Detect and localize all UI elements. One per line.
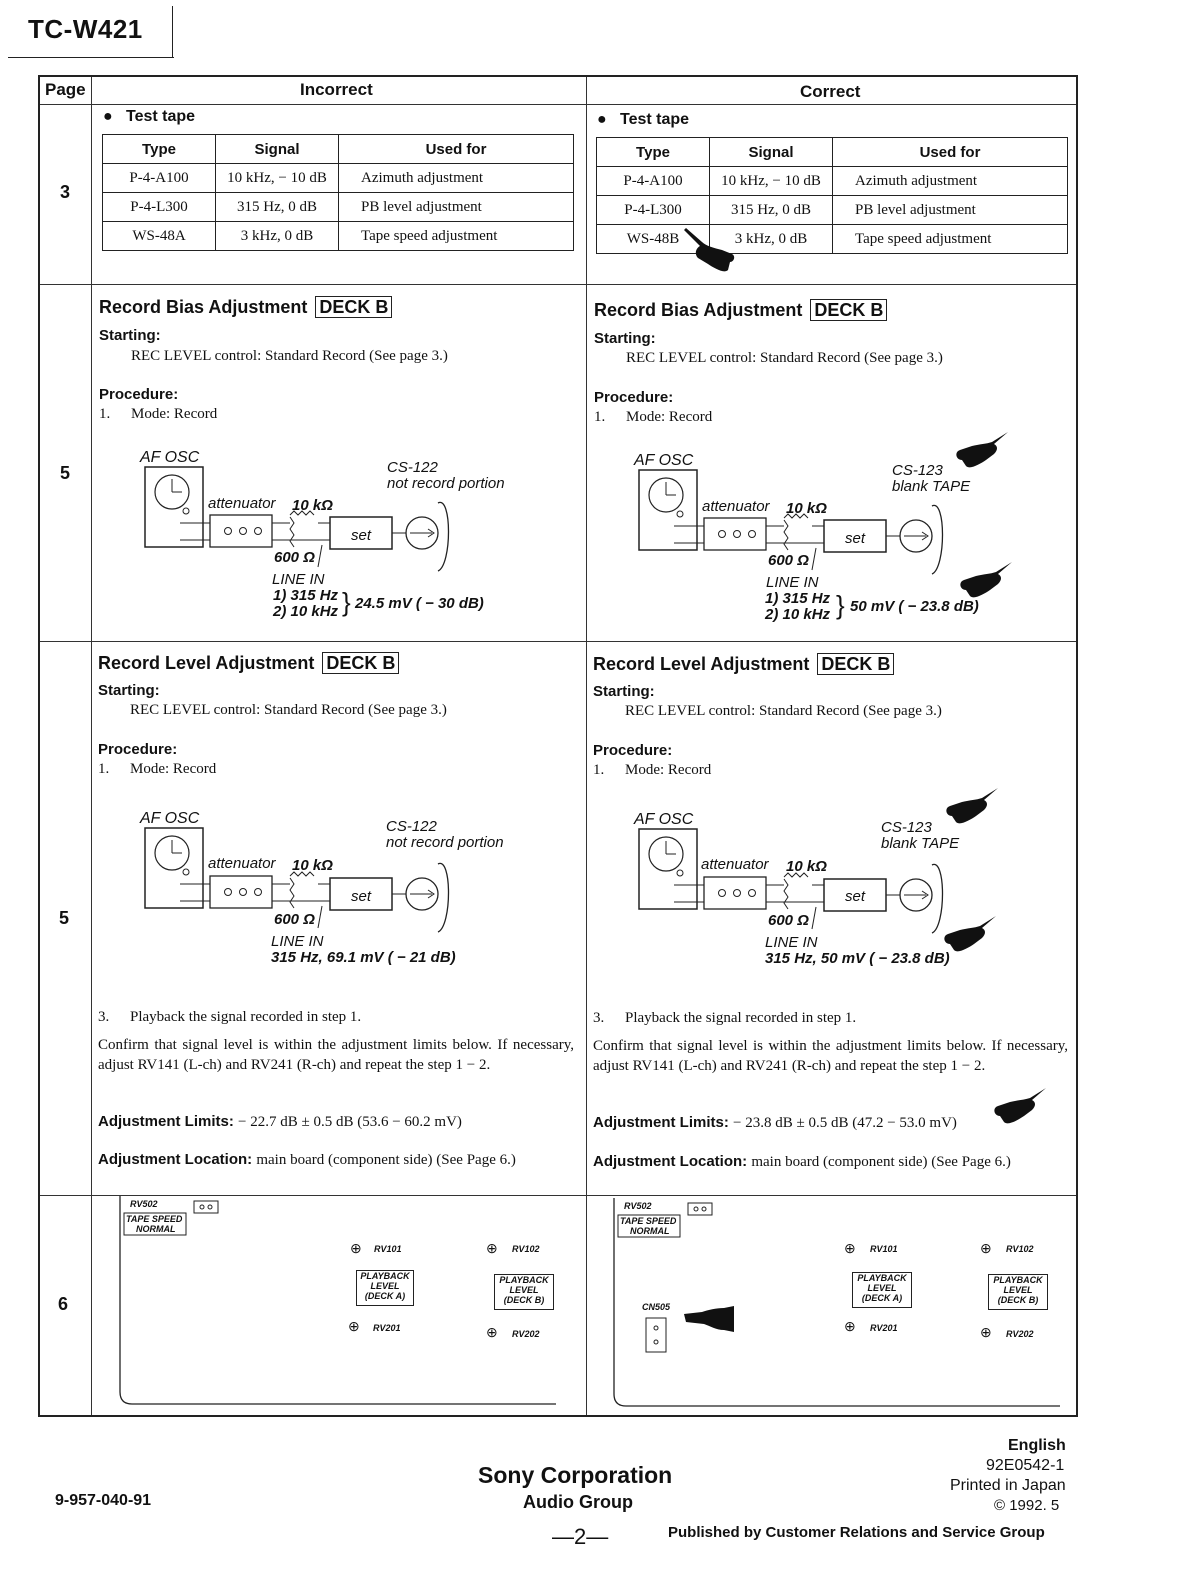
step-number: 1. xyxy=(593,762,605,778)
attenuator-label: attenuator xyxy=(701,856,769,873)
step-text: Playback the signal recorded in step 1. xyxy=(625,1010,857,1026)
tape-label: not record portion xyxy=(386,834,504,851)
board-layout-incorrect xyxy=(118,1196,558,1408)
cell: 10 kHz, − 10 dB xyxy=(710,167,833,196)
column-divider xyxy=(586,77,587,1415)
trimmer-icon: ⊕ xyxy=(844,1318,856,1334)
procedure-label: Procedure: xyxy=(99,386,179,403)
set-label: set xyxy=(351,888,372,905)
tape-label: CS-123 xyxy=(892,462,943,479)
pb-label: PLAYBACK xyxy=(360,1271,410,1281)
resistor-label: 600 Ω xyxy=(768,552,809,569)
signal-level: 315 Hz, 50 mV ( − 23.8 dB) xyxy=(765,950,950,967)
step-number: 3. xyxy=(593,1010,605,1026)
row-divider xyxy=(40,641,1076,642)
column-divider xyxy=(91,77,92,1415)
freq-label: 2) 10 kHz xyxy=(765,606,831,623)
playback-level-b-box xyxy=(494,1274,554,1310)
starting-text: REC LEVEL control: Standard Record (See page 3.) xyxy=(131,348,448,364)
table-row xyxy=(597,167,1068,196)
adjustment-limits: Adjustment Limits: − 23.8 dB ± 0.5 dB (47.2 − 53.0 mV) xyxy=(593,1114,957,1131)
cell: PB level adjustment xyxy=(339,193,574,222)
af-osc-label: AF OSC xyxy=(634,811,694,828)
rv201-label: RV201 xyxy=(373,1323,401,1333)
pb-label: LEVEL xyxy=(1003,1285,1033,1295)
procedure-label: Procedure: xyxy=(593,742,673,759)
pb-label: LEVEL xyxy=(867,1283,897,1293)
rv502-label: RV502 xyxy=(624,1201,652,1211)
page-number: 3 xyxy=(60,182,71,202)
pb-label: LEVEL xyxy=(509,1285,539,1295)
rv202-label: RV202 xyxy=(512,1329,540,1339)
pb-label: (DECK A) xyxy=(364,1291,406,1301)
attenuator-label: attenuator xyxy=(208,855,276,872)
pb-label: (DECK B) xyxy=(997,1295,1039,1305)
tape-label: CS-123 xyxy=(881,819,932,836)
page-footer-number: —2— xyxy=(552,1524,609,1549)
board-outline xyxy=(118,1196,558,1408)
pointing-hand-icon xyxy=(990,1086,1048,1126)
rv202-label: RV202 xyxy=(1006,1329,1034,1339)
tape-label: CS-122 xyxy=(386,818,437,835)
signal-level: 50 mV ( − 23.8 dB) xyxy=(850,598,979,615)
pb-label: LEVEL xyxy=(370,1281,400,1291)
rv101-label: RV101 xyxy=(870,1244,898,1254)
level-title-correct: Record Level Adjustment DECK B xyxy=(593,654,894,675)
tape-label: blank TAPE xyxy=(881,835,960,852)
pb-label: PLAYBACK xyxy=(499,1275,549,1285)
starting-label: Starting: xyxy=(99,327,161,344)
pb-label: PLAYBACK xyxy=(993,1275,1043,1285)
test-tape-title-correct: ● Test tape xyxy=(597,111,690,128)
tape-speed-label: TAPE SPEED xyxy=(620,1216,677,1226)
trimmer-icon: ⊕ xyxy=(486,1324,498,1340)
set-label: set xyxy=(845,530,866,547)
starting-text: REC LEVEL control: Standard Record (See page 3.) xyxy=(625,703,942,719)
table-row xyxy=(597,196,1068,225)
resistor-label: 10 kΩ xyxy=(292,497,333,514)
pointing-hand-icon xyxy=(684,224,738,274)
step-number: 1. xyxy=(98,761,110,777)
rv102-label: RV102 xyxy=(512,1244,540,1254)
language: English xyxy=(1008,1437,1066,1454)
cell: Tape speed adjustment xyxy=(339,222,574,251)
adjustment-location: Adjustment Location: main board (component side) (See Page 6.) xyxy=(593,1153,1011,1170)
brace: } xyxy=(836,590,845,620)
row-divider xyxy=(40,284,1076,285)
model-title: TC-W421 xyxy=(28,14,143,44)
level-diagram-correct xyxy=(634,807,1074,977)
step-number: 1. xyxy=(594,409,606,425)
table-row xyxy=(597,225,1068,254)
pb-label: (DECK A) xyxy=(861,1293,903,1303)
starting-label: Starting: xyxy=(593,683,655,700)
attenuator-label: attenuator xyxy=(208,495,276,512)
publisher: Published by Customer Relations and Service Group xyxy=(668,1524,1045,1541)
resistor-label: 10 kΩ xyxy=(786,858,827,875)
trimmer-icon: ⊕ xyxy=(348,1318,360,1334)
rv201-label: RV201 xyxy=(870,1323,898,1333)
level-title-incorrect: Record Level Adjustment DECK B xyxy=(98,653,399,674)
printed-in: Printed in Japan xyxy=(950,1477,1066,1494)
pointing-hand-icon xyxy=(940,914,998,954)
af-osc-label: AF OSC xyxy=(140,449,200,466)
cell: Azimuth adjustment xyxy=(339,164,574,193)
page-number: 5 xyxy=(59,908,70,928)
bias-diagram-correct xyxy=(634,448,1074,628)
test-tape-table-incorrect xyxy=(102,134,574,251)
col-header: Signal xyxy=(710,138,833,167)
af-osc-label: AF OSC xyxy=(140,810,200,827)
starting-label: Starting: xyxy=(594,330,656,347)
pointing-hand-icon xyxy=(952,430,1010,470)
cell: P-4-L300 xyxy=(103,193,216,222)
doc-code: 92E0542-1 xyxy=(986,1457,1065,1474)
rv502-label: RV502 xyxy=(130,1199,158,1209)
cell: 10 kHz, − 10 dB xyxy=(216,164,339,193)
col-header: Signal xyxy=(216,135,339,164)
playback-level-b-box xyxy=(988,1274,1048,1310)
col-header: Type xyxy=(103,135,216,164)
confirm-text: Confirm that signal level is within the adjustment limits below. If necessary, adjust RV141 (L-ch) and RV241 (R-ch) and repeat the step 1 − 2. xyxy=(593,1038,1068,1074)
group-name: Audio Group xyxy=(523,1492,633,1512)
signal-level: 24.5 mV ( − 30 dB) xyxy=(355,595,484,612)
step-text: Mode: Record xyxy=(130,761,217,777)
step-text: Mode: Record xyxy=(131,406,218,422)
adjustment-location: Adjustment Location: main board (component side) (See Page 6.) xyxy=(98,1151,516,1168)
pb-label: (DECK B) xyxy=(503,1295,545,1305)
rv101-label: RV101 xyxy=(374,1244,402,1254)
bias-diagram-incorrect xyxy=(140,445,580,625)
freq-label: 1) 315 Hz xyxy=(273,587,339,604)
cell: 315 Hz, 0 dB xyxy=(710,196,833,225)
rv102-label: RV102 xyxy=(1006,1244,1034,1254)
company-name: Sony Corporation xyxy=(478,1462,673,1488)
trimmer-icon: ⊕ xyxy=(980,1240,992,1256)
col-header: Used for xyxy=(339,135,574,164)
line-in-label: LINE IN xyxy=(271,933,324,950)
step-number: 1. xyxy=(99,406,111,422)
cell: P-4-A100 xyxy=(103,164,216,193)
set-label: set xyxy=(351,527,372,544)
tape-label: CS-122 xyxy=(387,459,438,476)
title-rule xyxy=(172,6,173,58)
title-rule xyxy=(8,57,174,58)
trimmer-icon: ⊕ xyxy=(350,1240,362,1256)
pointing-hand-icon xyxy=(942,786,1000,826)
playback-level-a-box xyxy=(356,1270,414,1306)
cell: Azimuth adjustment xyxy=(833,167,1068,196)
step-text: Mode: Record xyxy=(626,409,713,425)
procedure-label: Procedure: xyxy=(98,741,178,758)
cell: PB level adjustment xyxy=(833,196,1068,225)
set-label: set xyxy=(845,888,866,905)
line-in-label: LINE IN xyxy=(766,574,819,591)
freq-label: 2) 10 kHz xyxy=(273,603,339,620)
table-row xyxy=(103,164,574,193)
tape-speed-label: NORMAL xyxy=(630,1226,670,1236)
col-header: Used for xyxy=(833,138,1068,167)
bias-title-incorrect: Record Bias Adjustment DECK B xyxy=(99,297,392,318)
header-incorrect: Incorrect xyxy=(300,80,373,99)
trimmer-icon: ⊕ xyxy=(486,1240,498,1256)
board-layout-correct xyxy=(612,1198,1062,1410)
step-text: Mode: Record xyxy=(625,762,712,778)
brace: } xyxy=(342,587,351,617)
test-tape-title-incorrect: ● Test tape xyxy=(103,108,196,125)
trimmer-icon: ⊕ xyxy=(844,1240,856,1256)
resistor-label: 600 Ω xyxy=(274,549,315,566)
level-diagram-incorrect xyxy=(140,806,580,976)
cell: P-4-L300 xyxy=(597,196,710,225)
line-in-label: LINE IN xyxy=(272,571,325,588)
adjustment-limits: Adjustment Limits: − 22.7 dB ± 0.5 dB (53.6 − 60.2 mV) xyxy=(98,1113,462,1130)
header-correct: Correct xyxy=(800,82,861,101)
starting-text: REC LEVEL control: Standard Record (See page 3.) xyxy=(626,350,943,366)
cell: WS-48B xyxy=(597,225,710,254)
header-page: Page xyxy=(45,80,86,99)
resistor-label: 10 kΩ xyxy=(292,857,333,874)
step-number: 3. xyxy=(98,1009,110,1025)
cell: P-4-A100 xyxy=(597,167,710,196)
tape-label: blank TAPE xyxy=(892,478,971,495)
trimmer-icon: ⊕ xyxy=(980,1324,992,1340)
attenuator-label: attenuator xyxy=(702,498,770,515)
confirm-text: Confirm that signal level is within the adjustment limits below. If necessary, adjust RV141 (L-ch) and RV241 (R-ch) and repeat the step 1 − 2. xyxy=(98,1037,574,1073)
starting-text: REC LEVEL control: Standard Record (See page 3.) xyxy=(130,702,447,718)
bias-title-correct: Record Bias Adjustment DECK B xyxy=(594,300,887,321)
page-number: 5 xyxy=(60,463,71,483)
table-row xyxy=(103,222,574,251)
tape-speed-label: TAPE SPEED xyxy=(126,1214,183,1224)
freq-label: 1) 315 Hz xyxy=(765,590,831,607)
procedure-label: Procedure: xyxy=(594,389,674,406)
row-divider xyxy=(40,104,1076,105)
resistor-label: 10 kΩ xyxy=(786,500,827,517)
cell: Tape speed adjustment xyxy=(833,225,1068,254)
resistor-label: 600 Ω xyxy=(768,912,809,929)
step-text: Playback the signal recorded in step 1. xyxy=(130,1009,362,1025)
test-tape-table-correct xyxy=(596,137,1068,254)
cn505-label: CN505 xyxy=(642,1302,671,1312)
resistor-label: 600 Ω xyxy=(274,911,315,928)
starting-label: Starting: xyxy=(98,682,160,699)
playback-level-a-box xyxy=(852,1272,912,1308)
tape-speed-label: NORMAL xyxy=(136,1224,176,1234)
pointing-hand-icon xyxy=(956,560,1014,600)
tape-label: not record portion xyxy=(387,475,505,492)
cell: WS-48A xyxy=(103,222,216,251)
part-number: 9-957-040-91 xyxy=(55,1492,152,1509)
copyright: © 1992. 5 xyxy=(994,1497,1060,1514)
line-in-label: LINE IN xyxy=(765,934,818,951)
af-osc-label: AF OSC xyxy=(634,452,694,469)
col-header: Type xyxy=(597,138,710,167)
table-row xyxy=(103,193,574,222)
cell: 3 kHz, 0 dB xyxy=(216,222,339,251)
cell: 3 kHz, 0 dB xyxy=(710,225,833,254)
page-number: 6 xyxy=(58,1294,69,1314)
cell: 315 Hz, 0 dB xyxy=(216,193,339,222)
signal-level: 315 Hz, 69.1 mV ( − 21 dB) xyxy=(271,949,456,966)
pb-label: PLAYBACK xyxy=(857,1273,907,1283)
